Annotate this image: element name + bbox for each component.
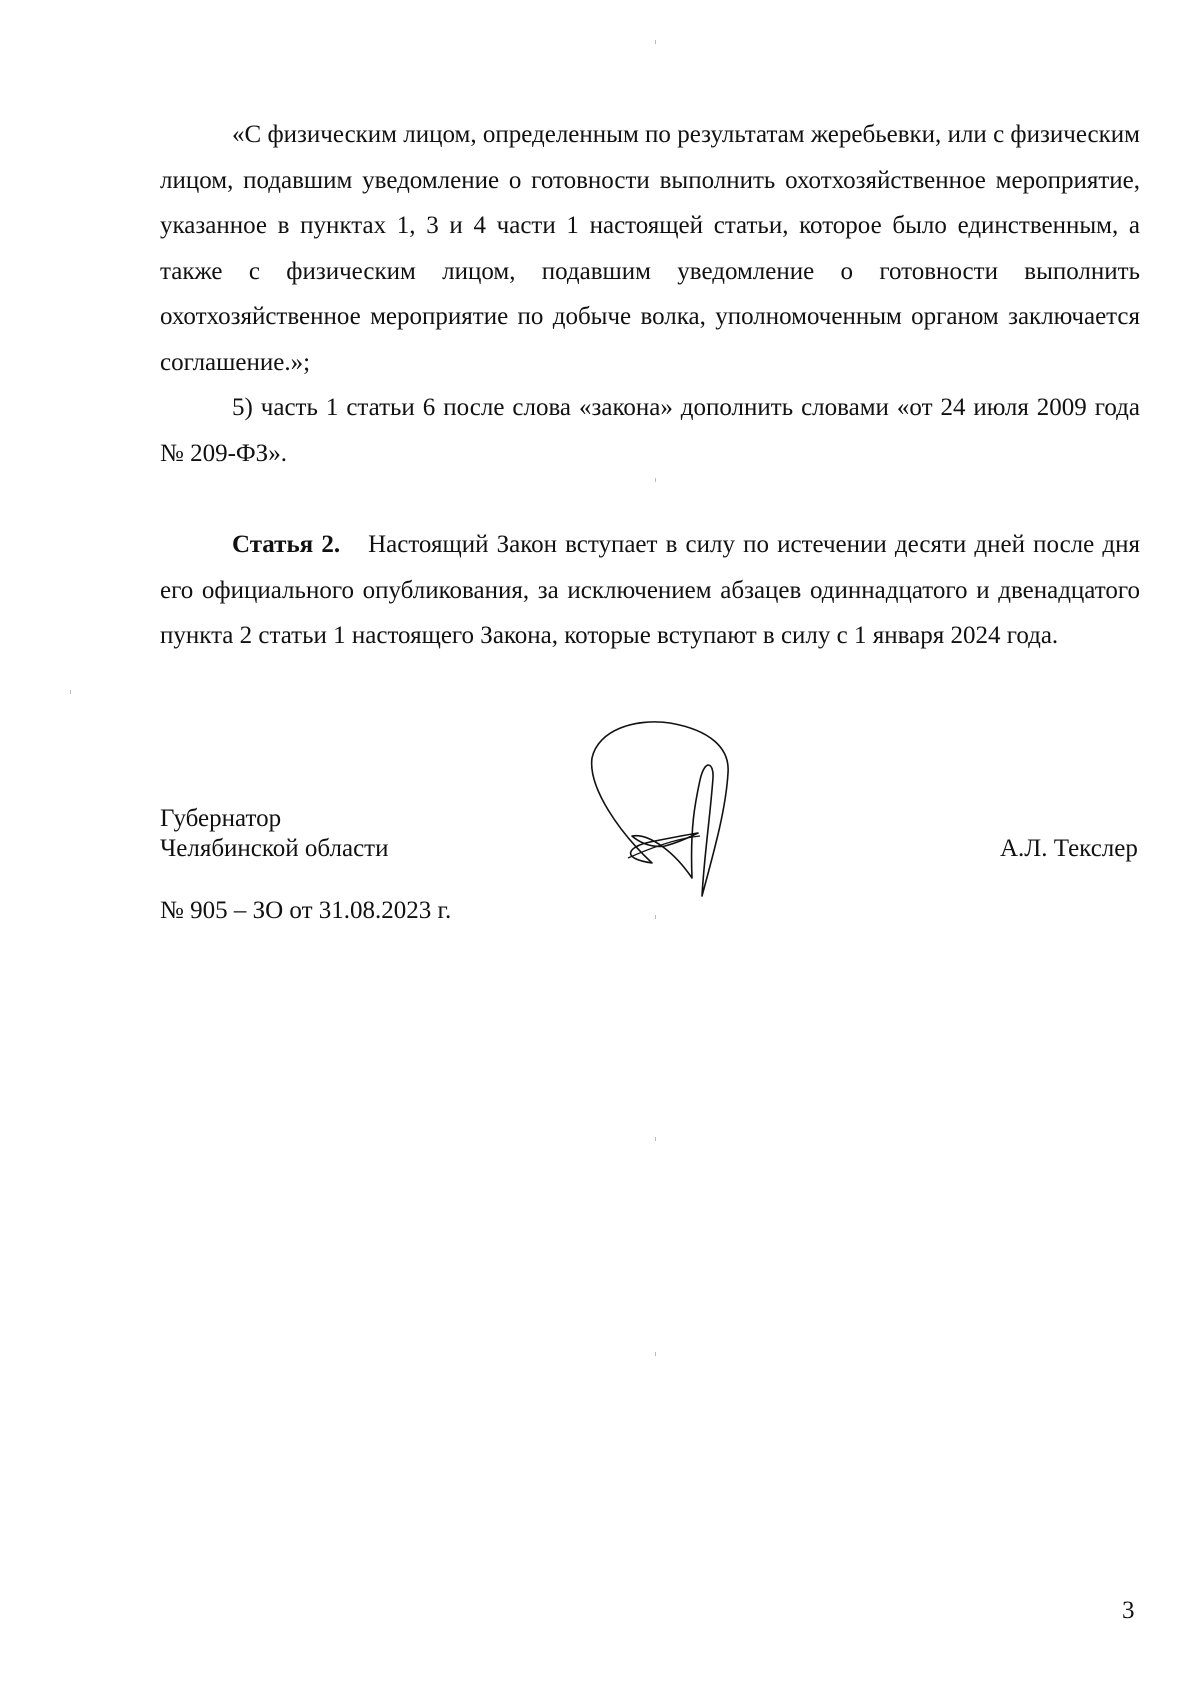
scan-speck bbox=[655, 1352, 656, 1356]
page-number: 3 bbox=[1122, 1597, 1135, 1624]
scan-speck bbox=[655, 1137, 656, 1141]
article-2-label: Статья 2. bbox=[232, 531, 341, 558]
article-2-paragraph bbox=[160, 522, 1140, 659]
body-text bbox=[160, 112, 1140, 476]
scan-speck bbox=[655, 915, 656, 919]
signer-position-line-1: Губернатор bbox=[160, 805, 282, 832]
signer-name: А.Л. Текслер bbox=[1000, 835, 1138, 862]
scan-speck bbox=[655, 478, 656, 482]
scan-speck bbox=[70, 690, 71, 694]
scan-speck bbox=[655, 40, 656, 44]
article-2 bbox=[160, 522, 1140, 659]
article-2-text: Настоящий Закон вступает в силу по истечении десяти дней после дня его официального опубликования, за исключением абзацев одиннадцатого и двенадцатого пункта 2 статьи 1 настоящего Закона, которые вступают в силу с 1 января 2024 года. bbox=[160, 531, 1140, 649]
handwritten-signature bbox=[580, 718, 780, 903]
item-5-paragraph: 5) часть 1 статьи 6 после слова «закона» дополнить словами «от 24 июля 2009 года № 209-ФЗ». bbox=[160, 394, 1140, 467]
quote-paragraph: «С физическим лицом, определенным по результатам жеребьевки, или с физическим лицом, подавшим уведомление о готовности выполнить охотхозяйственное мероприятие, указанное в пунктах 1, 3 и 4 части 1 настоящей статьи, которое было единственным, а также с физическим лицом, подавшим уведомление о готовности выполнить охотхозяйственное мероприятие по добыче волка, уполномоченным органом заключается соглашение.»; bbox=[160, 121, 1140, 376]
law-number: № 905 – ЗО от 31.08.2023 г. bbox=[160, 897, 452, 924]
signer-position-line-2: Челябинской области bbox=[160, 835, 389, 862]
